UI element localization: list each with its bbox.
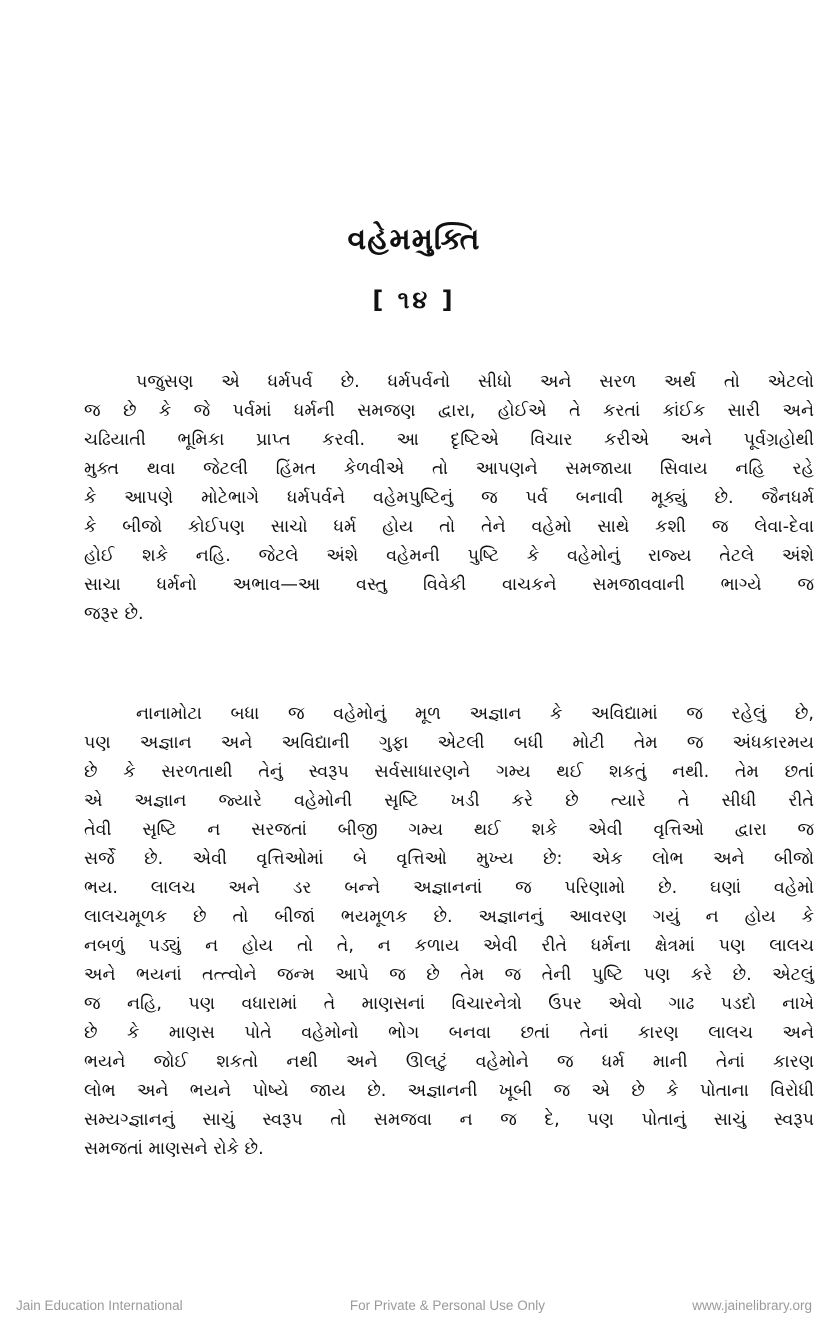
text-line: ભયને જોઈ શકતો નથી અને ઊલટું વહેમોને જ ધર્મ માની તેનાં કારણ <box>84 1052 814 1072</box>
text-line: ભય. લાલચ અને ડર બન્ને અજ્ઞાનનાં જ પરિણામો છે. ઘણાં વહેમો <box>84 878 814 898</box>
text-line: જરૂર છે. <box>84 604 144 624</box>
text-line: છે કે સરળતાથી તેનું સ્વરૂપ સર્વસાધારણને ગમ્ય થઈ શકતું નથી. તેમ છતાં <box>84 762 814 782</box>
text-line: તેવી સૃષ્ટિ ન સરજતાં બીજી ગમ્ય થઈ શકે એવી વૃત્તિઓ દ્વારા જ <box>84 820 814 840</box>
chapter-title: વહેમમુક્તિ <box>347 222 481 257</box>
footer-usage-notice: For Private & Personal Use Only <box>349 1298 545 1313</box>
text-line: એ અજ્ઞાન જ્યારે વહેમોની સૃષ્ટિ ખડી કરે છે ત્યારે તે સીધી રીતે <box>84 791 814 811</box>
text-line: નાનામોટા બધા જ વહેમોનું મૂળ અજ્ઞાન કે અવિદ્યામાં જ રહેલું છે, <box>136 704 814 724</box>
text-line: સમ્યગ્જ્ઞાનનું સાચું સ્વરૂપ તો સમજવા ન જ દે, પણ પોતાનું સાચું સ્વરૂપ <box>84 1110 814 1130</box>
text-line: ચઢિયાતી ભૂમિકા પ્રાપ્ત કરવી. આ દૃષ્ટિએ વિચાર કરીએ અને પૂર્વગ્રહોથી <box>84 430 814 450</box>
text-line: કે આપણે મોટેભાગે ધર્મપર્વને વહેમપુષ્ટિનું જ પર્વ બનાવી મૂક્યું છે. જૈનધર્મ <box>84 488 814 508</box>
page-footer <box>16 1298 812 1318</box>
text-line: સમજતાં માણસને રોકે છે. <box>84 1139 264 1159</box>
text-line: હોઈ શકે નહિ. જેટલે અંશે વહેમની પુષ્ટિ કે વહેમોનું રાજ્ય તેટલે અંશે <box>84 546 814 566</box>
footer-publisher: Jain Education International <box>16 1298 183 1313</box>
text-line: સર્જે છે. એવી વૃત્તિઓમાં બે વૃત્તિઓ મુખ્ય છે: એક લોભ અને બીજો <box>84 849 814 869</box>
text-line: મુક્ત થવા જેટલી હિંમત કેળવીએ તો આપણને સમજાયા સિવાય નહિ રહે <box>84 459 814 479</box>
text-line: પજુસણ એ ધર્મપર્વ છે. ધર્મપર્વનો સીધો અને સરળ અર્થ તો એટલો <box>136 372 814 392</box>
footer-website-link[interactable]: www.jainelibrary.org <box>692 1298 812 1313</box>
text-line: જ નહિ, પણ વધારામાં તે માણસનાં વિચારનેત્રો ઉપર એવો ગાઢ પડદો નાખે <box>84 994 814 1014</box>
text-line: નબળું પડ્યું ન હોય તો તે, ન કળાય એવી રીતે ધર્મના ક્ષેત્રમાં પણ લાલચ <box>84 936 814 956</box>
text-line: પણ અજ્ઞાન અને અવિદ્યાની ગુફા એટલી બધી મોટી તેમ જ અંધકારમય <box>84 733 814 753</box>
text-line: જ છે કે જે પર્વમાં ધર્મની સમજણ દ્વારા, હોઈએ તે કરતાં કાંઈક સારી અને <box>84 401 814 421</box>
text-line: કે બીજો કોઈપણ સાચો ધર્મ હોય તો તેને વહેમો સાથે કશી જ લેવા-દેવા <box>84 517 814 537</box>
text-line: છે કે માણસ પોતે વહેમોનો ભોગ બનવા છતાં તેનાં કારણ લાલચ અને <box>84 1023 814 1043</box>
text-line: સાચા ધર્મનો અભાવ—આ વસ્તુ વિવેકી વાચકને સમજાવવાની ભાગ્યે જ <box>84 575 814 595</box>
chapter-number: [ ૧૪ ] <box>372 286 456 314</box>
text-line: અને ભયનાં તત્ત્વોને જન્મ આપે જ છે તેમ જ તેની પુષ્ટિ પણ કરે છે. એટલું <box>84 965 814 985</box>
text-line: લોભ અને ભયને પોષ્યે જાય છે. અજ્ઞાનની ખૂબી જ એ છે કે પોતાના વિરોધી <box>84 1081 814 1101</box>
text-line: લાલચમૂળક છે તો બીજાં ભયમૂળક છે. અજ્ઞાનનું આવરણ ગયું ન હોય કે <box>84 907 814 927</box>
paragraph-1 <box>84 368 814 629</box>
paragraph-2 <box>84 700 814 1164</box>
